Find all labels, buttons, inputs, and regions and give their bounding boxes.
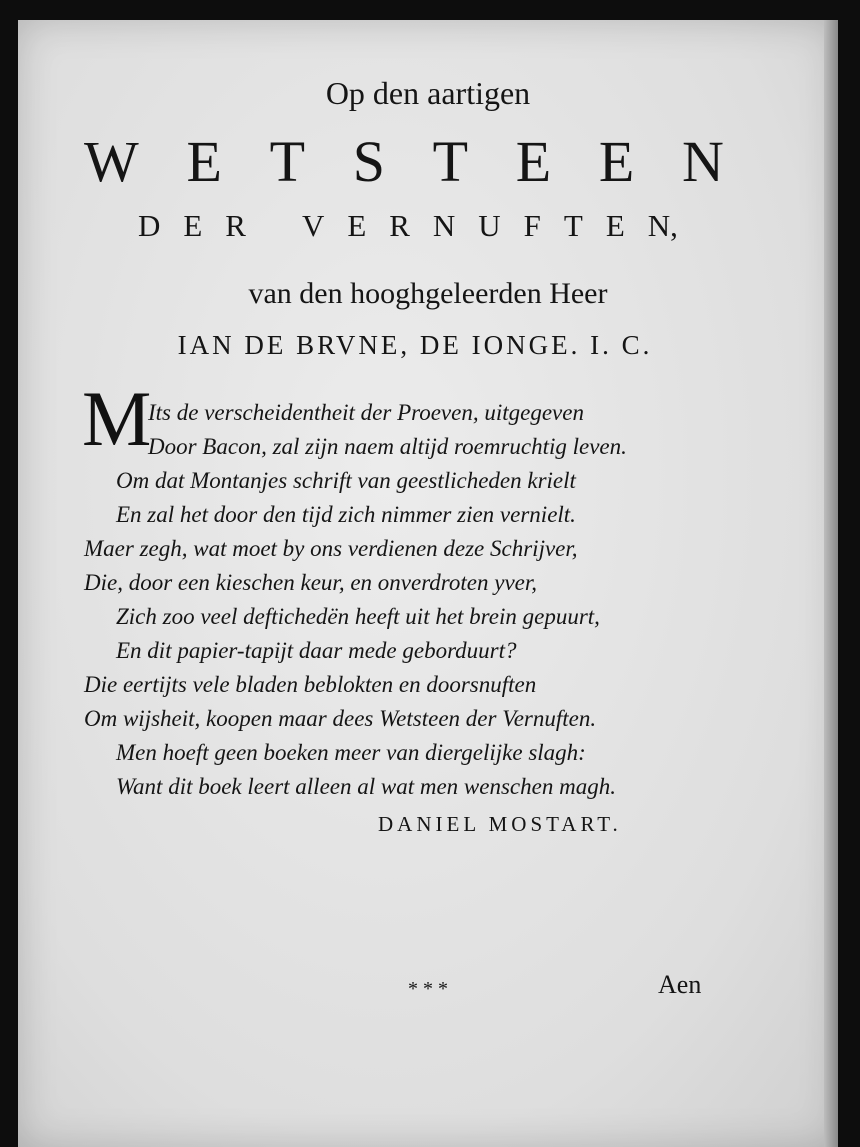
title-letter: V [301,208,325,243]
title-line-3 [138,208,678,244]
poem-line: Its de verscheidentheit der Proeven, uitgegeven [148,400,584,425]
title-letter: T [563,208,583,243]
title-letter: E [598,129,635,194]
poem-line: Door Bacon, zal zijn naem altijd roemruchtig leven. [148,434,627,459]
title-letter: E [186,129,222,194]
poem-line: En dit papier-tapijt daar mede geborduurt? [116,638,517,663]
poem-line: Die, door een kieschen keur, en onverdroten yver, [84,570,538,595]
title-letter: T [269,129,305,194]
title-letter: D [138,208,161,243]
poem-line: En zal het door den tijd zich nimmer zien vernielt. [116,502,576,527]
poem-line: Maer zegh, wat moet by ons verdienen deze Schrijver, [84,536,578,561]
poem-line: Die eertijts vele bladen beblokten en doorsnuften [84,672,537,697]
page-edge [824,20,838,1147]
title-letter: S [352,129,385,194]
title-letter: N, [647,208,678,243]
title-letter: E [515,129,552,194]
title-letter: E [183,208,203,243]
poem-line: Om dat Montanjes schrift van geestlicheden krielt [116,468,576,493]
title-letter: T [432,129,469,194]
title-letter: N [432,208,456,243]
title-letter: W [84,129,139,194]
title-letter: R [389,208,410,243]
drop-cap: M [82,375,152,462]
title-letter: N [682,129,724,194]
title-line-5: IAN DE BRVNE, DE IONGE. I. C. [177,330,653,360]
catchword: Aen [658,970,702,999]
poem-line: Men hoeft geen boeken meer van diergelijke slagh: [116,740,586,765]
title-letter: E [605,208,625,243]
title-letter-gap [269,208,279,244]
poem-line: Want dit boek leert alleen al wat men wenschen magh. [116,774,616,799]
title-letter: F [523,208,541,243]
title-line-4: van den hooghgeleerden Heer [248,277,608,310]
title-letter: U [478,208,501,243]
title-line-2 [84,128,724,195]
title-letter: R [225,208,246,243]
poem-line: Zich zoo veel deftichedën heeft uit het brein gepuurt, [116,604,600,629]
signature: DANIEL MOSTART. [378,812,622,836]
poem-line: Om wijsheit, koopen maar dees Wetsteen der Vernuften. [84,706,597,731]
title-letter: E [347,208,367,243]
book-page [18,20,838,1147]
title-line-1: Op den aartigen [325,75,531,111]
ornament-stars: * * * [408,978,448,1000]
